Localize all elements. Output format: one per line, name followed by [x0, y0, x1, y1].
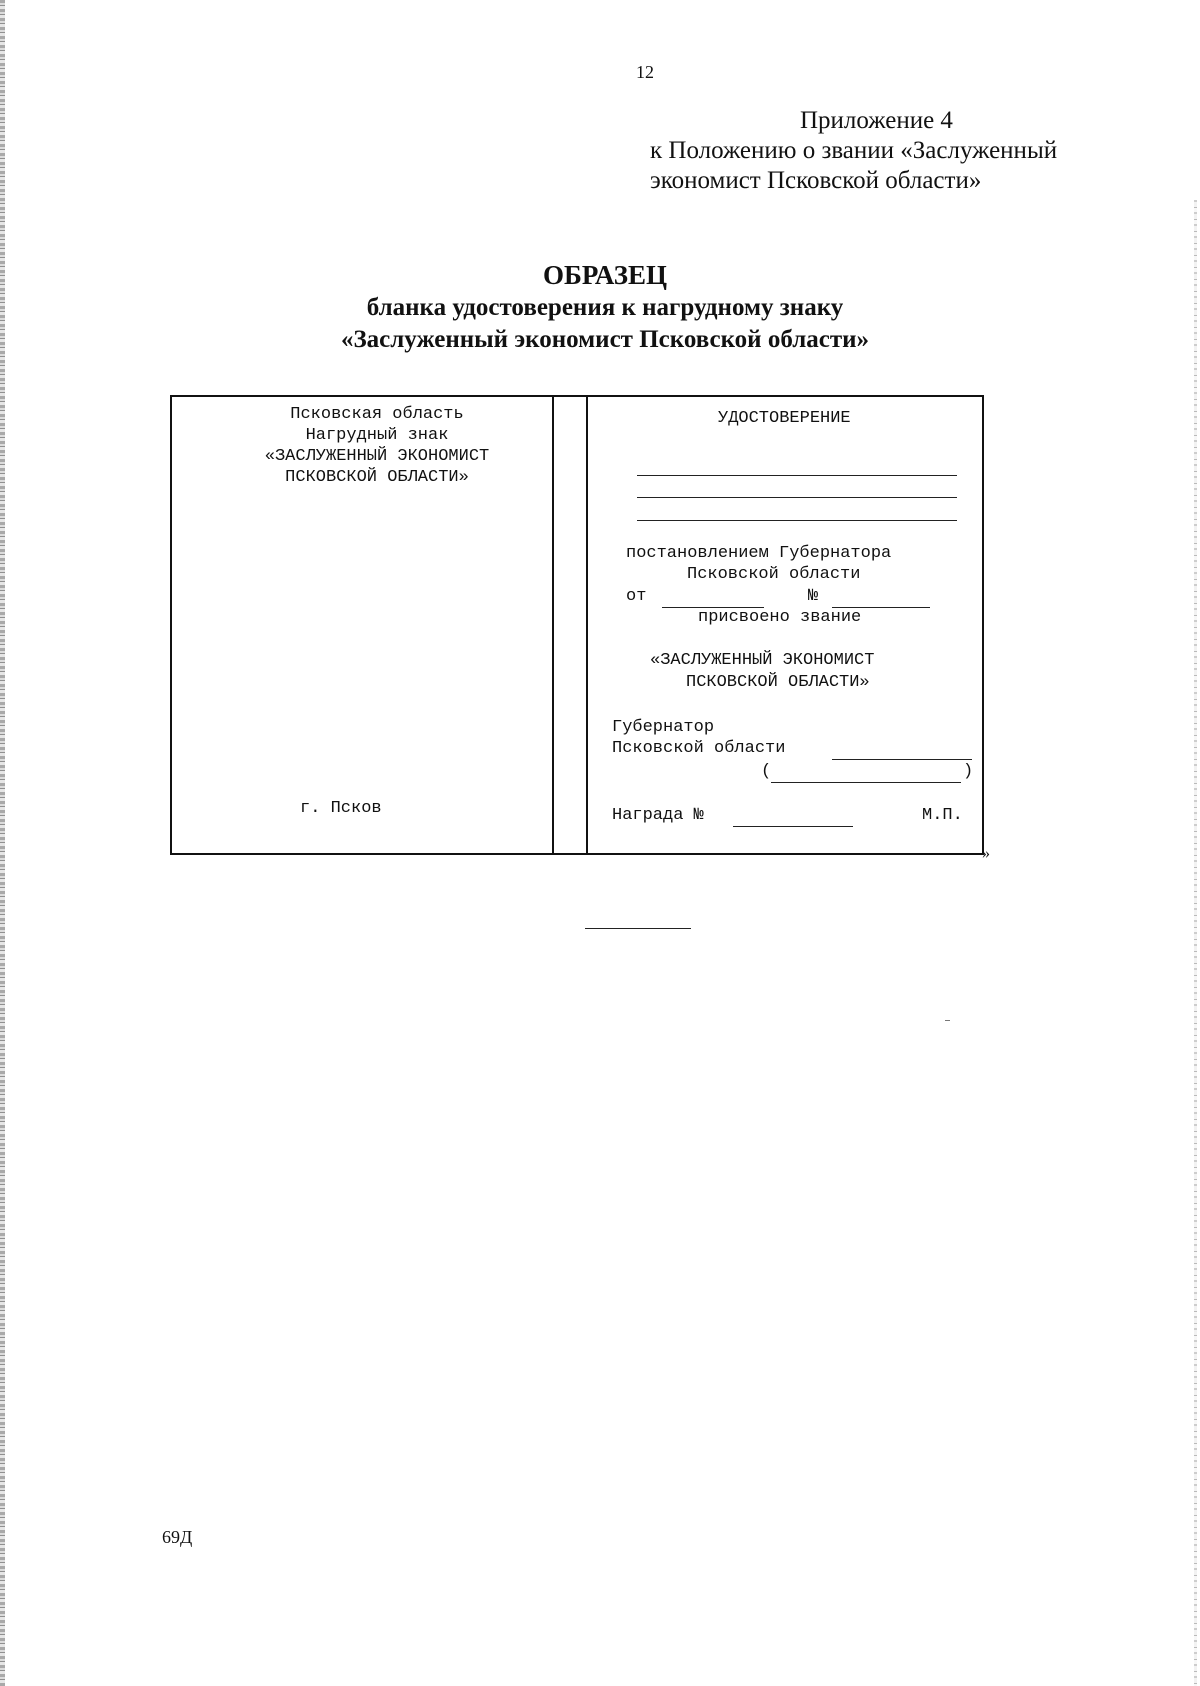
name-blank-line-3[interactable] [637, 520, 957, 521]
decree-number-sign: № [808, 587, 819, 606]
rank-line-2: ПСКОВСКОЙ ОБЛАСТИ» [686, 673, 870, 692]
scan-speck [945, 1020, 950, 1021]
rank-line-1: «ЗАСЛУЖЕННЫЙ ЭКОНОМИСТ [650, 651, 875, 670]
award-number-blank[interactable] [733, 826, 853, 827]
appendix-line-3: экономист Псковской области» [650, 167, 982, 194]
scan-edge-left [0, 0, 5, 1686]
decree-line-1: постановлением Губернатора [626, 544, 892, 563]
closing-quote: » [982, 845, 990, 862]
paren-open: ( [761, 762, 772, 781]
appendix-line-2: к Положению о звании «Заслуженный [650, 137, 1058, 164]
scan-edge-right [1194, 200, 1197, 1686]
left-line-2: Нагрудный знак [305, 426, 449, 445]
certificate-title: УДОСТОВЕРЕНИЕ [718, 409, 851, 428]
document-title [240, 258, 970, 356]
name-blank-line-1[interactable] [637, 475, 957, 476]
governor-signature-blank[interactable] [832, 759, 972, 760]
decree-line-2: Псковской области [687, 565, 861, 584]
governor-line-1: Губернатор [612, 718, 715, 737]
title-main: ОБРАЗЕЦ [543, 260, 667, 290]
seal-place: М.П. [922, 806, 963, 825]
decree-from-label: от [626, 587, 647, 606]
certificate-spine [552, 395, 588, 855]
appendix-note [650, 106, 1057, 196]
left-line-3: «ЗАСЛУЖЕННЫЙ ЭКОНОМИСТ [264, 447, 490, 466]
governor-line-2: Псковской области [612, 739, 786, 758]
left-city: г. Псков [300, 799, 382, 818]
title-line-2: бланка удостоверения к нагрудному знаку [366, 294, 844, 321]
paren-close: ) [963, 762, 974, 781]
footer-code: 69Д [162, 1527, 193, 1547]
left-line-1: Псковская область [290, 405, 464, 424]
appendix-line-1: Приложение 4 [800, 107, 953, 134]
awarded-text: присвоено звание [698, 608, 862, 627]
separator-line [585, 928, 691, 929]
award-number-label: Награда № [612, 806, 704, 825]
page-number: 12 [636, 62, 654, 82]
left-panel-heading [236, 404, 518, 488]
title-line-3: «Заслуженный экономист Псковской области» [340, 326, 870, 353]
name-blank-line-2[interactable] [637, 497, 957, 498]
governor-name-blank[interactable] [771, 782, 961, 783]
left-line-4: ПСКОВСКОЙ ОБЛАСТИ» [285, 468, 469, 487]
